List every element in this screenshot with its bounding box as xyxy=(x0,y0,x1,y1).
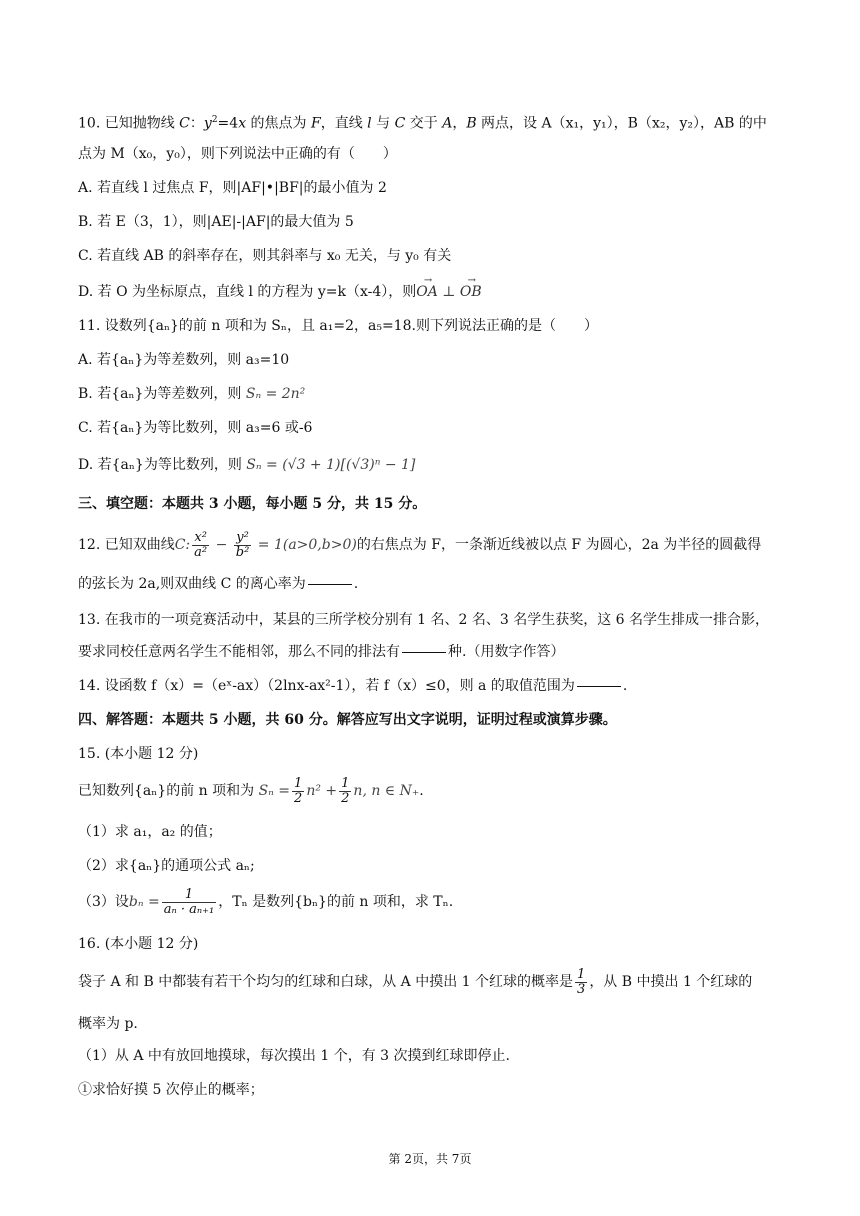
numerator: x² xyxy=(192,531,209,546)
q10-stem-line2: 点为 M（x₀，y₀），则下列说法中正确的有（ ） xyxy=(78,146,397,162)
q16-stem-line1 xyxy=(78,964,790,1000)
formula: n² + xyxy=(306,783,338,799)
q15-part-1: （1）求 a₁，a₂ 的值； xyxy=(78,824,222,840)
denominator: 2 xyxy=(294,790,303,806)
text: A xyxy=(442,115,453,132)
text: D. 若{aₙ}为等比数列，则 xyxy=(78,457,242,473)
formula: n, n ∈ N₊ xyxy=(353,783,420,799)
q15-heading: 15. (本小题 12 分) xyxy=(78,746,199,762)
answer-blank xyxy=(308,584,352,585)
answer-blank xyxy=(577,686,621,687)
q14-line xyxy=(78,676,790,696)
formula: Sₙ = 2n² xyxy=(245,386,306,402)
text: y xyxy=(203,115,212,132)
q11-option-b xyxy=(78,384,790,404)
denominator: b² xyxy=(235,544,250,560)
fraction xyxy=(575,968,587,997)
q15-stem xyxy=(78,774,790,808)
numerator: 1 xyxy=(294,775,303,791)
q10-option-a: A. 若直线 l 过焦点 F，则|AF|•|BF|的最小值为 2 xyxy=(78,180,387,196)
q10-option-c: C. 若直线 AB 的斜率存在，则其斜率与 x₀ 无关，与 y₀ 有关 xyxy=(78,248,452,264)
text: . xyxy=(419,783,424,799)
text: =4 xyxy=(217,115,239,132)
text: 两点，设 xyxy=(476,115,542,132)
text: 交于 xyxy=(405,115,443,132)
formula: bₙ = xyxy=(128,894,160,910)
q13-line1: 13. 在我市的一项竞赛活动中，某县的三所学校分别有 1 名、2 名、3 名学生获奖，这 6 名学生排成一排合影， xyxy=(78,612,770,628)
text: B. 若{aₙ}为等差数列，则 xyxy=(78,386,242,402)
text: 的焦点为 xyxy=(246,115,311,132)
section-3-heading: 三、填空题：本题共 3 小题，每小题 5 分，共 15 分。 xyxy=(78,496,427,512)
q11-stem: 11. 设数列{aₙ}的前 n 项和为 Sₙ，且 a₁=2，a₅=18.则下列说法正确的是（ ） xyxy=(78,318,598,334)
text: 2 xyxy=(211,115,218,125)
q11-option-a: A. 若{aₙ}为等差数列，则 a₃=10 xyxy=(78,352,290,368)
numerator: 1 xyxy=(577,966,586,982)
denominator: 3 xyxy=(577,981,586,997)
fraction xyxy=(234,531,252,560)
q10-stem-line1 xyxy=(78,110,790,134)
numerator: y² xyxy=(234,531,252,546)
text: 10. 已知抛物线 xyxy=(78,115,180,132)
text: ，从 B 中摸出 1 个红球的 xyxy=(589,974,753,990)
q11-option-c: C. 若{aₙ}为等比数列，则 a₃=6 或-6 xyxy=(78,420,313,436)
vector-ob: → OB xyxy=(460,282,482,302)
vector-oa: → OA xyxy=(416,282,438,302)
answer-blank xyxy=(402,652,446,653)
denominator: a² xyxy=(194,544,208,560)
section-4-heading: 四、解答题：本题共 5 小题，共 60 分。解答应写出文字说明，证明过程或演算步骤。 xyxy=(78,712,617,728)
text: l xyxy=(367,115,372,132)
text: 的右焦点为 F，一条渐近线被以点 F 为圆心，2a 为半径的圆截得 xyxy=(356,537,762,553)
denominator: 2 xyxy=(341,790,350,806)
text: B xyxy=(466,115,477,132)
text: C xyxy=(394,115,406,132)
numerator: 1 xyxy=(162,888,217,903)
q15-part-3 xyxy=(78,884,790,920)
perp-symbol: ⊥ xyxy=(437,284,460,300)
text: F xyxy=(311,115,321,132)
q12-line2 xyxy=(78,574,790,594)
text: 的弦长为 2a,则双曲线 C 的离心率为 xyxy=(78,576,306,592)
text: C xyxy=(179,115,190,132)
text: x xyxy=(238,115,247,132)
text: 种.（用数字作答） xyxy=(448,644,565,660)
fraction xyxy=(162,888,217,917)
denominator: aₙ · aₙ₊₁ xyxy=(163,901,215,917)
fraction xyxy=(292,777,304,806)
formula: − xyxy=(211,537,232,553)
text: ， xyxy=(452,115,467,132)
q11-option-d xyxy=(78,455,790,475)
q16-part-1: （1）从 A 中有放回地摸球，每次摸出 1 个，有 3 次摸到红球即停止. xyxy=(78,1048,510,1064)
text: 要求同校任意两名学生不能相邻，那么不同的排法有 xyxy=(78,644,400,660)
text: 袋子 A 和 B 中都装有若干个均匀的红球和白球，从 A 中摸出 1 个红球的概率是 xyxy=(78,974,574,990)
q13-line2 xyxy=(78,642,790,662)
text: ，直线 xyxy=(320,115,368,132)
fraction xyxy=(339,777,351,806)
text: A（x₁，y₁），B（x₂，y₂），AB 的中 xyxy=(541,115,767,132)
text: . xyxy=(622,678,628,694)
q16-part-1-1: ①求恰好摸 5 次停止的概率； xyxy=(78,1082,264,1098)
page-footer: 第 2页，共 7页 xyxy=(388,1152,472,1166)
text: 12. 已知双曲线 xyxy=(78,537,175,553)
q16-stem-line2: 概率为 p. xyxy=(78,1016,138,1032)
formula: C: xyxy=(174,537,191,553)
text: 与 xyxy=(371,115,395,132)
q10-option-d xyxy=(78,282,790,302)
text: . xyxy=(353,576,359,592)
q10-option-b: B. 若 E（3，1），则|AE|-|AF|的最大值为 5 xyxy=(78,214,354,230)
text: ，Tₙ 是数列{bₙ}的前 n 项和，求 Tₙ. xyxy=(218,894,454,910)
formula: Sₙ = xyxy=(258,783,291,799)
numerator: 1 xyxy=(341,775,350,791)
text: D. 若 O 为坐标原点，直线 l 的方程为 y=k（x-4），则 xyxy=(78,284,417,300)
text: 14. 设函数 f（x）=（eˣ-ax）（2lnx-ax²-1），若 f（x）≤0，则 a 的取值范围为 xyxy=(78,678,575,694)
q12-line1 xyxy=(78,530,790,560)
text: ： xyxy=(189,115,204,132)
formula: Sₙ = (√3 + 1)[(√3)ⁿ − 1] xyxy=(246,457,416,473)
text: 已知数列{aₙ}的前 n 项和为 xyxy=(78,783,255,799)
text: （3）设 xyxy=(78,894,129,910)
q15-part-2: （2）求{aₙ}的通项公式 aₙ; xyxy=(78,858,255,874)
fraction xyxy=(192,531,209,560)
formula: = 1(a>0,b>0) xyxy=(253,537,357,553)
q16-heading: 16. (本小题 12 分) xyxy=(78,936,199,952)
